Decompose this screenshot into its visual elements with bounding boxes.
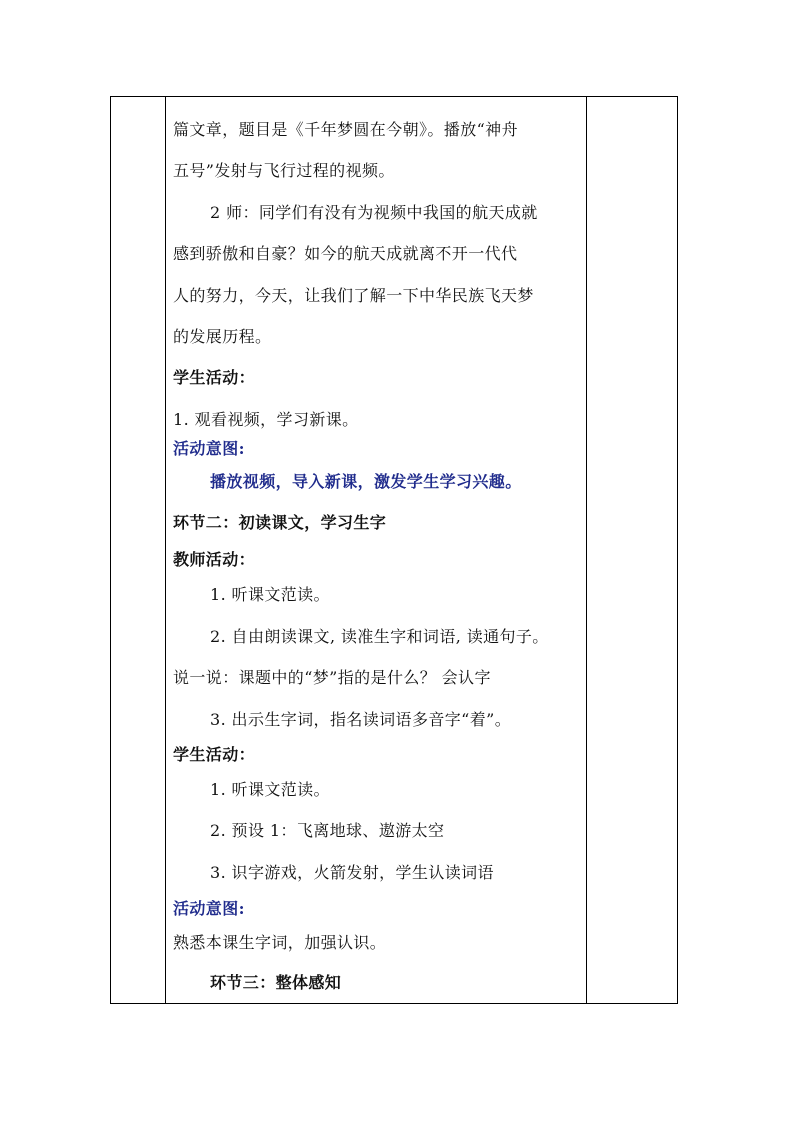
left-column-divider [165, 97, 166, 1003]
text-line: 篇文章，题目是《千年梦圆在今朝》。播放“神舟 [173, 120, 518, 139]
text-line: 人的努力，今天，让我们了解一下中华民族飞天梦 [173, 286, 534, 305]
text-line: 1. 听课文范读。 [210, 780, 330, 799]
text-line: 2. 预设 1：飞离地球、遨游太空 [210, 821, 445, 840]
text-line: 1. 观看视频，学习新课。 [173, 410, 359, 429]
text-line: 3. 出示生字词，指名读词语多音字“着”。 [210, 710, 512, 729]
intent-text: 播放视频，导入新课，激发学生学习兴趣。 [210, 472, 522, 491]
text-line: 说一说：课题中的“梦”指的是什么？ 会认字 [173, 668, 491, 687]
intent-heading: 活动意图: [173, 439, 245, 458]
text-line: 五号”发射与飞行过程的视频。 [173, 161, 395, 180]
text-line: 的发展历程。 [173, 327, 272, 346]
right-column-divider [586, 97, 587, 1003]
section-heading: 环节二：初读课文，学习生字 [173, 513, 387, 532]
text-line: 熟悉本课生字词，加强认识。 [173, 933, 387, 952]
section-heading: 环节三：整体感知 [210, 973, 342, 992]
text-line: 2. 自由朗读课文, 读准生字和词语, 读通句子。 [210, 627, 549, 646]
text-line: 2 师：同学们有没有为视频中我国的航天成就 [210, 203, 538, 222]
text-line: 3. 识字游戏，火箭发射，学生认读词语 [210, 863, 494, 882]
lesson-table [110, 96, 678, 1004]
section-heading: 教师活动： [173, 550, 256, 569]
text-line: 感到骄傲和自豪？如今的航天成就离不开一代代 [173, 244, 518, 263]
section-heading: 学生活动： [173, 368, 256, 387]
section-heading: 学生活动： [173, 745, 256, 764]
intent-heading: 活动意图: [173, 899, 245, 918]
text-line: 1. 听课文范读。 [210, 585, 330, 604]
